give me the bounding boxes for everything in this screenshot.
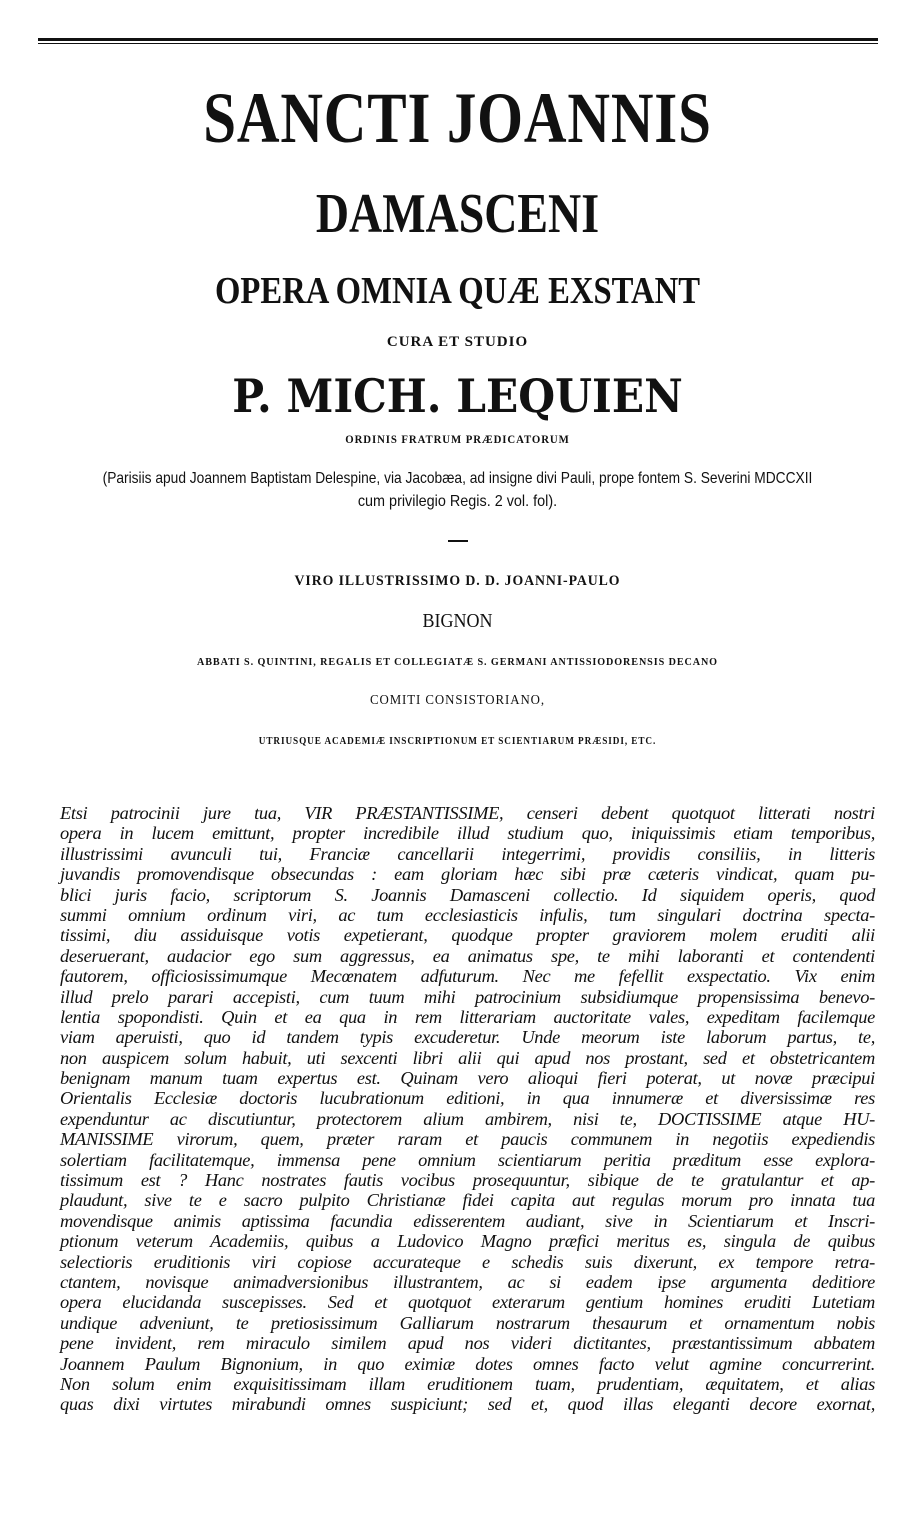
body-line: opera in lucem emittunt, propter incredibile illud studium quo, iniquissimis etiam temporibus,: [60, 823, 875, 844]
body-line: tissimi, diu assiduisque votis expetierant, quodque propter graviorem molem eruditi alii: [60, 925, 875, 946]
body-line: deseruerant, audacior ego sum aggressus, ea animatus spe, te mihi laboranti et contendenti: [60, 945, 875, 966]
body-line: Non solum enim exquisitissimam illam eruditionem tuam, prudentiam, æquitatem, et alias: [60, 1373, 875, 1394]
body-line: quas dixi virtutes mirabundi omnes suspiciunt; sed et, quod illas eleganti decore exornat,: [60, 1394, 875, 1415]
body-line: ptionum veterum Academiis, quibus a Ludovico Magno præfici meritus es, singula de quibus: [60, 1231, 875, 1252]
separator-dash: [448, 540, 468, 542]
body-line: MANISSIME virorum, quem, præter raram et paucis communem in negotiis expediendis: [60, 1129, 875, 1150]
body-line: opera elucidanda suscepisses. Sed et quotquot exterarum gentium homines eruditi Lutetiam: [60, 1292, 875, 1313]
imprint-line-2: cum privilegio Regis. 2 vol. fol).: [357, 493, 558, 510]
dedication-body-text: [60, 803, 875, 1415]
title-line-2: DAMASCENI: [315, 183, 600, 245]
body-line: non auspicem solum habuit, uti sexcenti libri alii qui apud nos prostant, sed et obstetricantem: [60, 1047, 875, 1068]
body-line: undique adveniunt, te pretiosissimum Galliarum nostrarum thesaurum et ornamentum nobis: [60, 1312, 875, 1333]
cura-line: CURA ET STUDIO: [386, 334, 529, 350]
body-line: lentia spopondisti. Quin et ea qua in rem litterariam auctoritate vales, expeditam facilemque: [60, 1006, 875, 1027]
dedication-line-2: ABBATI S. QUINTINI, REGALIS ET COLLEGIATÆ S. GERMANI ANTISSIODORENSIS DECANO: [197, 656, 718, 668]
body-line: viam aperuisti, quo id tandem typis excuderetur. Unde meorum iste laborum partus, te,: [60, 1027, 875, 1048]
dedication-line-1: VIRO ILLUSTRISSIMO D. D. JOANNI-PAULO: [294, 573, 621, 589]
body-line: plaudunt, sive te e sacro pulpito Christianæ fidei capita aut regulas morum pro innata tua: [60, 1190, 875, 1211]
body-line: movendisque animis aptissima facundia edisserentem audiant, sive in Scientiarum et Inscri-: [60, 1210, 875, 1231]
dedication-line-4: UTRIUSQUE ACADEMIÆ INSCRIPTIONUM ET SCIENTIARUM PRÆSIDI, ETC.: [258, 736, 657, 747]
order-line: ORDINIS FRATRUM PRÆDICATORUM: [345, 432, 570, 446]
body-line: solertiam facilitatemque, immensa pene omnium scientiarum peritia præditum esse explora-: [60, 1149, 875, 1170]
body-line: illustrissimi avunculi tui, Franciæ cancellarii integerrimi, providis consiliis, in litteris: [60, 843, 875, 864]
body-line: blici juris facio, scriptorum S. Joannis Damasceni collectio. Id siquidem operis, quod: [60, 884, 875, 905]
body-line: tissimum est ? Hanc nostrates fautis vocibus prosequuntur, sibique de te gratulantur et ap-: [60, 1170, 875, 1191]
editor-name: P. MICH. LEQUIEN: [232, 369, 683, 423]
body-line: fautorem, officiosissimumque Mecœnatem adfuturum. Nec me fefellit exspectatio. Vix enim: [60, 966, 875, 987]
body-line: ctantem, novisque animadversionibus illustrantem, ac si eadem ipse argumenta deditiore: [60, 1271, 875, 1292]
body-line: Orientalis Ecclesiæ doctoris lucubrationum editioni, in qua innumeræ et diversissimæ res: [60, 1088, 875, 1109]
dedication-name: BIGNON: [422, 610, 493, 632]
top-rule-thin: [38, 43, 878, 44]
body-line: Joannem Paulum Bignonium, in quo eximiæ dotes omnes facto velut agmine concurrerint.: [60, 1353, 875, 1374]
body-line: selectioris eruditionis viri copiose accurateque e schedis suis dixerunt, ex tempore retra-: [60, 1251, 875, 1272]
body-line: summi omnium ordinum viri, ac tum ecclesiasticis infulis, tum singulari doctrina specta-: [60, 904, 875, 925]
body-line: illud prelo parari accepisti, cum tuum mihi patrocinium subsidiumque propensissima benevo-: [60, 986, 875, 1007]
dedication-line-3: COMITI CONSISTORIANO,: [369, 693, 546, 708]
imprint-line-1: (Parisiis apud Joannem Baptistam Delespine, via Jacobæa, ad insigne divi Pauli, prope fontem S. Severini MDCCXII: [102, 470, 813, 487]
body-line: juvandis promovendisque obsecundas : eam gloriam hæc sibi præ cæteris vindicat, quam pu-: [60, 864, 875, 885]
body-line: expenduntur ac discutiuntur, protectorem alium ambirem, nisi te, DOCTISSIME atque HU-: [60, 1108, 875, 1129]
body-line: benignam manum tuam expertus est. Quinam vero alioqui fieri poterat, ut novæ præcipui: [60, 1068, 875, 1089]
top-rule: [38, 38, 878, 41]
title-line-1: SANCTI JOANNIS: [203, 78, 712, 158]
title-line-3: OPERA OMNIA QUÆ EXSTANT: [214, 270, 701, 312]
body-line: pene invident, rem miraculo similem apud nos videri dictitantes, præstantissimum abbatem: [60, 1333, 875, 1354]
body-line: Etsi patrocinii jure tua, VIR PRÆSTANTISSIME, censeri debent quotquot litterati nostri: [60, 803, 875, 823]
